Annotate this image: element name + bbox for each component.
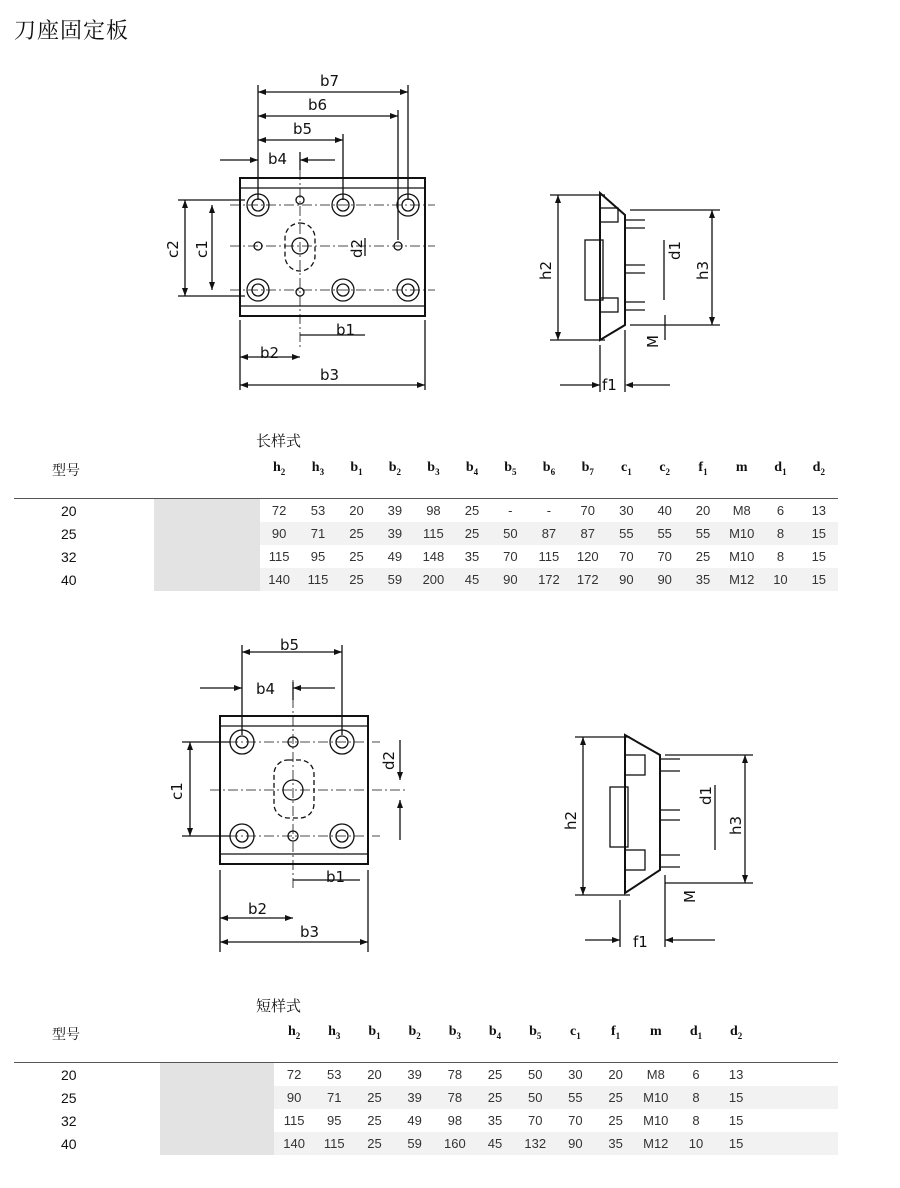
value-cell: 78 [435,1086,475,1109]
col-header: $c_2$ [659,460,671,477]
col-header: $b_6$ [542,460,556,477]
short-b1-label: b1 [326,868,346,886]
col-header: $d_1$ [689,1024,703,1041]
value-cell: 72 [286,1067,302,1082]
long-m-label: M [644,335,662,348]
long-side-view-drawing [530,180,740,400]
value-cell: 53 [327,1067,342,1082]
value-cell: 35 [464,549,480,564]
long-c1-label: c1 [193,240,211,258]
value-cell: M10 [722,522,761,545]
model-cell: 25 [61,525,77,542]
value-cell: 115 [314,1132,354,1155]
col-header: $b_2$ [408,1024,421,1041]
value-cell: 25 [453,522,491,545]
value-cell: 35 [487,1113,503,1128]
model-cell: 20 [61,502,77,519]
value-cell: 90 [491,568,529,591]
value-cell: 87 [568,522,607,545]
long-b1-label: b1 [336,321,356,339]
model-cell: 40 [61,1135,77,1152]
table-row [14,568,838,591]
value-cell: 35 [596,1132,636,1155]
value-cell: 40 [657,503,672,518]
col-header: $b_3$ [448,1024,461,1041]
blank-cell [160,1109,274,1132]
value-cell: 25 [464,503,480,518]
value-cell: 71 [299,522,338,545]
value-cell: 90 [646,568,684,591]
value-cell: 70 [527,1113,543,1128]
blank-cell [154,568,260,591]
short-front-view-drawing [160,630,430,960]
value-cell: M10 [729,549,755,564]
value-cell: 140 [260,568,299,591]
table-row [14,1086,838,1109]
col-header: $h_3$ [311,460,325,477]
model-cell: 32 [61,548,77,565]
value-cell: 72 [271,503,287,518]
col-header: $c_1$ [570,1024,581,1041]
value-cell: 45 [475,1132,515,1155]
value-cell: 120 [576,549,599,564]
model-cell: 40 [61,571,77,588]
value-cell: 39 [376,522,414,545]
value-cell: 50 [515,1086,555,1109]
value-cell: 95 [310,549,326,564]
blank-cell [154,499,260,522]
col-header: $d_2$ [730,1024,743,1041]
value-cell: 59 [376,568,414,591]
long-h2-label: h2 [537,260,555,280]
value-cell: 10 [676,1132,716,1155]
value-cell: 25 [475,1086,515,1109]
value-cell: 70 [580,503,595,518]
value-cell: 20 [608,1067,623,1082]
value-cell: 39 [395,1086,435,1109]
long-b2-label: b2 [260,344,280,362]
spacer-cell [756,1132,838,1155]
value-cell: - [508,503,513,518]
value-cell: 98 [447,1113,463,1128]
value-cell: 13 [811,503,827,518]
value-cell: 30 [568,1067,583,1082]
value-cell: M10 [636,1086,676,1109]
value-cell: 115 [283,1113,305,1128]
value-cell: 25 [695,549,711,564]
value-cell: 53 [310,503,326,518]
value-cell: 115 [299,568,338,591]
spacer-cell [756,1109,838,1132]
value-cell: 98 [426,503,441,518]
short-f1-label: f1 [633,933,648,951]
value-cell: 87 [530,522,569,545]
short-b4-label: b4 [256,680,276,698]
col-header: $b_3$ [427,460,440,477]
blank-cell [154,522,260,545]
value-cell: 49 [387,549,403,564]
table-row [14,1109,838,1132]
value-cell: 25 [487,1067,503,1082]
col-header: $c_1$ [620,460,632,477]
value-cell: 140 [274,1132,314,1155]
value-cell: 160 [435,1132,475,1155]
long-b3-label: b3 [320,366,340,384]
long-d2-label: d2 [348,238,366,258]
short-side-view-drawing [555,725,765,955]
short-d1-label: d1 [697,785,715,805]
value-cell: M8 [646,1067,665,1082]
value-cell: 15 [800,568,838,591]
value-cell: 115 [414,522,453,545]
value-cell: M8 [732,503,751,518]
value-cell: 25 [354,1086,394,1109]
long-b6-label: b6 [308,96,328,114]
short-h3-label: h3 [727,815,745,835]
value-cell: M10 [643,1113,669,1128]
long-subtitle: 长样式 [256,432,302,450]
value-cell: 15 [800,522,838,545]
value-cell: 25 [367,1113,382,1128]
page-title: 刀座固定板 [14,19,130,44]
value-cell: 90 [555,1132,595,1155]
model-header: 型号 [52,1027,80,1043]
value-cell: 25 [354,1132,394,1155]
value-cell: 8 [761,522,799,545]
value-cell: 59 [395,1132,435,1155]
value-cell: M12 [636,1132,676,1155]
value-cell: 8 [692,1113,700,1128]
blank-cell [160,1063,274,1086]
value-cell: 50 [491,522,529,545]
col-header: m [735,460,748,475]
long-c2-label: c2 [164,240,182,258]
long-b5-label: b5 [293,120,313,138]
value-cell: 172 [530,568,569,591]
col-header: $h_2$ [272,460,286,477]
col-header: $b_4$ [488,1024,502,1041]
col-header: $h_2$ [287,1024,301,1041]
value-cell: 20 [367,1067,382,1082]
col-header: $f_1$ [611,1024,621,1041]
col-header: $b_7$ [581,460,594,477]
value-cell: 50 [527,1067,543,1082]
long-h3-label: h3 [694,260,712,280]
value-cell: 55 [555,1086,595,1109]
long-front-view-drawing [150,60,450,400]
value-cell: 6 [692,1067,700,1082]
col-header: $h_3$ [328,1024,341,1041]
col-header: $d_2$ [812,460,825,477]
value-cell: 200 [414,568,453,591]
col-header: $b_1$ [350,460,363,477]
model-cell: 32 [61,1112,77,1129]
short-m-label: M [681,890,699,903]
value-cell: M12 [722,568,761,591]
value-cell: 25 [608,1113,623,1128]
value-cell: 70 [568,1113,583,1128]
value-cell: 78 [447,1067,463,1082]
long-f1-label: f1 [602,376,617,394]
model-cell: 25 [61,1089,77,1106]
blank-cell [160,1132,274,1155]
short-subtitle: 短样式 [256,997,302,1015]
value-cell: 25 [337,522,375,545]
value-cell: 10 [761,568,799,591]
value-cell: 132 [515,1132,555,1155]
col-header: $b_1$ [368,1024,381,1041]
value-cell: 95 [327,1113,342,1128]
col-header: $b_4$ [465,460,479,477]
value-cell: 90 [607,568,645,591]
value-cell: 172 [568,568,607,591]
table-row [14,522,838,545]
short-h2-label: h2 [562,810,580,830]
long-b4-label: b4 [268,150,288,168]
blank-cell [154,545,260,568]
value-cell: 25 [596,1086,636,1109]
col-header: $b_5$ [529,1024,542,1041]
value-cell: 71 [314,1086,354,1109]
value-cell: 25 [337,568,375,591]
short-spec-table [14,1024,838,1155]
value-cell: 70 [657,549,672,564]
spacer-cell [756,1086,838,1109]
blank-cell [160,1086,274,1109]
value-cell: 30 [619,503,634,518]
value-cell: 8 [776,549,785,564]
value-cell: 15 [811,549,827,564]
blank-header [160,1024,274,1050]
table-row [14,1132,838,1155]
table-row [14,545,838,568]
value-cell: 55 [684,522,722,545]
value-cell: 70 [503,549,518,564]
value-cell: 39 [407,1067,422,1082]
model-cell: 20 [61,1066,77,1083]
value-cell: 49 [407,1113,422,1128]
short-d2-label: d2 [380,750,398,770]
col-header: $f_1$ [698,460,708,477]
value-cell: 35 [684,568,722,591]
value-cell: 70 [619,549,634,564]
col-header: $b_2$ [388,460,401,477]
spacer-header [756,1024,838,1050]
value-cell: 90 [274,1086,314,1109]
value-cell: 55 [607,522,645,545]
long-spec-table [14,460,838,591]
table-row [14,499,838,522]
value-cell: 20 [695,503,711,518]
short-b2-label: b2 [248,900,268,918]
value-cell: 20 [349,503,364,518]
short-b3-label: b3 [300,923,320,941]
col-header: $d_1$ [774,460,787,477]
value-cell: 15 [716,1132,756,1155]
value-cell: 15 [716,1086,756,1109]
col-header: m [649,1024,662,1039]
value-cell: 13 [728,1067,744,1082]
short-c1-label: c1 [168,782,186,800]
value-cell: 39 [387,503,403,518]
long-b7-label: b7 [320,72,340,90]
col-header: $b_5$ [504,460,517,477]
value-cell: 115 [538,549,560,564]
value-cell: 90 [260,522,299,545]
value-cell: 15 [728,1113,744,1128]
value-cell: 25 [349,549,364,564]
long-d1-label: d1 [666,240,684,260]
value-cell: 6 [776,503,785,518]
value-cell: 115 [268,549,290,564]
table-row [14,1063,838,1086]
value-cell: - [546,503,552,518]
value-cell: 148 [422,549,445,564]
value-cell: 45 [453,568,491,591]
spacer-cell [756,1063,838,1086]
model-header: 型号 [52,463,80,479]
value-cell: 8 [676,1086,716,1109]
short-b5-label: b5 [280,636,300,654]
blank-header [154,460,260,486]
value-cell: 55 [646,522,684,545]
